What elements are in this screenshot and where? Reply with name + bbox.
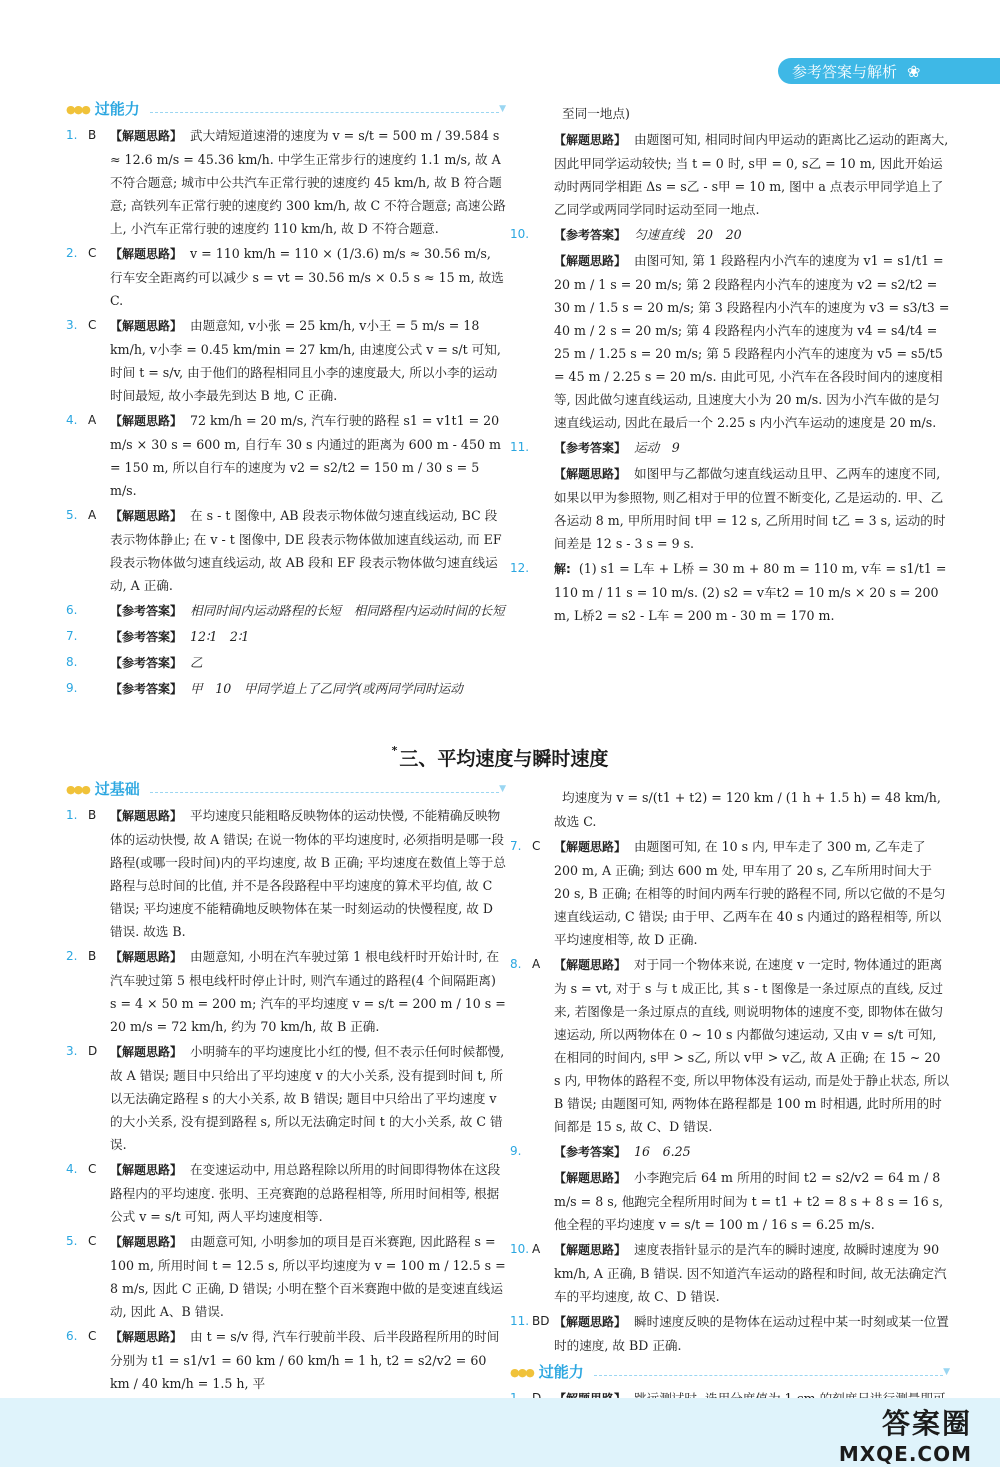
lower-left-item-list: [66, 804, 506, 1395]
item-tag: 解:: [554, 562, 571, 576]
item-tag: 【参考答案】: [554, 1145, 627, 1159]
item-number: 6.: [66, 1329, 78, 1343]
item-body: [110, 945, 506, 1038]
item-body: [554, 128, 950, 221]
item-tag: 【解题思路】: [110, 247, 183, 261]
section-title: 过能力: [538, 1362, 584, 1381]
section-rule: [594, 1375, 943, 1376]
item-body: [110, 599, 506, 623]
item-number: 8.: [66, 655, 78, 669]
answer-item: [66, 1158, 506, 1228]
item-tag: 【参考答案】: [554, 228, 627, 242]
item-number: 3.: [66, 1044, 78, 1058]
section-title: 过能力: [94, 99, 140, 118]
item-tag: 【解题思路】: [554, 1243, 627, 1257]
item-number: 1.: [66, 808, 78, 822]
item-choice: C: [88, 1162, 97, 1176]
item-body: [110, 677, 506, 701]
item-choice: C: [532, 839, 541, 853]
item-body: [110, 242, 506, 312]
item-tag: 【解题思路】: [554, 133, 627, 147]
item-tag: 【参考答案】: [110, 604, 183, 618]
item-text: 相同时间内运动路程的长短 相同路程内运动时间的长短: [190, 603, 505, 618]
lower-left-column: [66, 778, 506, 1397]
answer-key-tab-label: 参考答案与解析: [792, 62, 898, 81]
item-body: [110, 1158, 506, 1228]
item-choice: C: [88, 318, 97, 332]
answer-item: [66, 625, 506, 649]
answer-item: [66, 945, 506, 1038]
item-number: 8.: [510, 957, 522, 971]
item-tag: 【参考答案】: [110, 656, 183, 670]
answer-item: [510, 1140, 950, 1164]
item-text: 由题意知, 小明在汽车驶过第 1 根电线杆时开始计时, 在汽车驶过第 5 根电线杆时停止计时, 则汽车通过的路程(4 个间隔距离) s = 4 × 50 m = 200 m; 汽车的平均速度 v = s/t = 200 m / 10 s = 20 m/s = 72 km/h, 约为 70 km/h, 故 B 正确.: [110, 949, 506, 1034]
answer-item: [510, 1166, 950, 1236]
item-body: [110, 651, 506, 675]
item-text: 由题图可知, 在 10 s 内, 甲车走了 300 m, 乙车走了 200 m, A 正确; 到达 600 m 处, 甲车用了 20 s, 乙车所用时间大于 20 s, B 正确; 在相等的时间内两车行驶的路程不同, 所以它做的不是匀速直线运动, C 错误; 由于甲、乙两车在 40 s 内通过的路程相等, 所以平均速度相等, 故 D 正确.: [554, 839, 946, 947]
item-tag: 【解题思路】: [554, 467, 627, 481]
item-choice: D: [88, 1044, 98, 1058]
item-tag: 【解题思路】: [554, 254, 627, 268]
item-number: 4.: [66, 1162, 78, 1176]
item-tag: 【参考答案】: [110, 682, 183, 696]
item-number: 6.: [66, 603, 78, 617]
item-tag: 【解题思路】: [110, 809, 183, 823]
item-text: 72 km/h = 20 m/s, 汽车行驶的路程 s1 = v1t1 = 20 m/s × 30 s = 600 m, 自行车 30 s 内通过的距离为 600 m - 450 m = 150 m, 所以自行车的速度为 v2 = s2/t2 = 150 m / 30 s = 5 m/s.: [110, 413, 501, 498]
item-choice: B: [88, 128, 97, 142]
item-body: [554, 102, 950, 126]
answer-item: [510, 1310, 950, 1357]
item-tag: 【解题思路】: [110, 1045, 183, 1059]
lower-right-column: [510, 786, 950, 1436]
item-choice: A: [88, 413, 97, 427]
item-body: [554, 557, 950, 627]
item-choice: A: [532, 957, 541, 971]
item-choice: C: [88, 1329, 97, 1343]
item-tag: 【解题思路】: [110, 1330, 183, 1344]
answer-item: [510, 557, 950, 627]
answer-item: [66, 242, 506, 312]
answer-item: [510, 786, 950, 833]
section-dots-icon: ●●●: [510, 1365, 533, 1379]
answer-item: [510, 249, 950, 434]
item-text: 对于同一个物体来说, 在速度 v 一定时, 物体通过的距离为 s = vt, 对于 s 与 t 成正比, 其 s - t 图像是一条过原点的直线, 反过来, 若图像是一条过原点的直线, 则说明物体的速度不变, 即物体在做匀速运动, 所以两物体在 0 ~ 10 s 内都做匀速运动, 又由 v = s/t 可知, 在相同的时间内, s甲 > s乙, 所以 v甲 > v乙, 故 A 正确; 在 15 ~ 20 s 内, 甲物体的路程不变, 所以甲物体没有运动, 而是处于静止状态, 所以 B 错误; 由题图可知, 两物体在路程都是 100 m 时相遇, 此时所用的时间都是 15 s, 故 C、D 错误.: [554, 957, 950, 1134]
answer-item: [510, 953, 950, 1138]
answer-item: [66, 124, 506, 240]
item-text: 均速度为 v = s/(t1 + t2) = 120 km / (1 h + 1.5 h) = 48 km/h, 故选 C.: [554, 790, 941, 829]
item-text: 小明骑车的平均速度比小红的慢, 但不表示任何时候都慢, 故 A 错误; 题目中只给出了平均速度 v 的大小关系, 没有提到时间 t, 所以无法确定路程 s 的大小关系, 故 B 错误; 题目中只给出了平均速度 v 的大小关系, 没有提到路程 s, 所以无法确定时间 t 的大小关系, 故 C 错误.: [110, 1044, 505, 1152]
answer-item: [66, 1325, 506, 1395]
item-number: 12.: [510, 561, 530, 575]
item-tag: 【解题思路】: [110, 414, 183, 428]
item-tag: 【解题思路】: [110, 509, 183, 523]
item-body: [554, 462, 950, 555]
item-body: [110, 1230, 506, 1323]
item-number: 11.: [510, 1314, 530, 1328]
item-number: 7.: [510, 839, 522, 853]
item-tag: 【解题思路】: [110, 1163, 183, 1177]
item-text: 平均速度只能粗略反映物体的运动快慢, 不能精确反映物体的运动快慢, 故 A 错误; 在说一物体的平均速度时, 必须指明是哪一段路程(或哪一段时间)内的平均速度, 故 B 正确; 平均速度在数值上等于总路程与总时间的比值, 并不是各段路程中平均速度的算术平均值, 故 C 错误; 平均速度不能精确地反映物体在某一时刻运动的快慢程度, 故 D 错误. 故选 B.: [110, 808, 506, 939]
section-rule-end-icon: ▼: [499, 783, 506, 794]
item-body: [554, 835, 950, 951]
item-text: 武大靖短道速滑的速度为 v = s/t = 500 m / 39.584 s ≈ 12.6 m/s = 45.36 km/h. 中学生正常步行的速度约 1.1 m/s, 故 A 不符合题意; 城市中公共汽车正常行驶的速度约 45 km/h, 故 B 符合题意; 高铁列车正常行驶的速度约 300 km/h, 故 C 不符合题意; 高速公路上, 小汽车正常行驶的速度约 110 km/h, 故 D 不符合题意.: [110, 128, 506, 236]
item-tag: 【解题思路】: [554, 958, 627, 972]
item-number: 1.: [66, 128, 78, 142]
item-choice: A: [88, 508, 97, 522]
item-body: [554, 1140, 950, 1164]
section-rule: [150, 792, 499, 793]
item-body: [554, 786, 950, 833]
item-number: 11.: [510, 440, 530, 454]
upper-left-section-header: [66, 98, 506, 120]
item-tag: 【参考答案】: [110, 630, 183, 644]
item-choice: A: [532, 1242, 541, 1256]
item-body: [110, 314, 506, 407]
item-tag: 【解题思路】: [554, 1315, 627, 1329]
item-number: 10.: [510, 1242, 530, 1256]
item-choice: B: [88, 808, 97, 822]
star-mark: *: [391, 744, 398, 757]
section-rule-end-icon: ▼: [499, 103, 506, 114]
item-body: [554, 1310, 950, 1357]
answer-item: [66, 1230, 506, 1323]
item-body: [110, 504, 506, 597]
item-number: 5.: [66, 508, 78, 522]
item-text: v = 110 km/h = 110 × (1/3.6) m/s ≈ 30.56 m/s, 行车安全距离约可以减少 s = vt = 30.56 m/s × 0.5 s ≈ 15 m, 故选 C.: [110, 246, 504, 308]
answer-item: [510, 1238, 950, 1308]
item-text: 在变速运动中, 用总路程除以所用的时间即得物体在这段路程内的平均速度. 张明、王亮赛跑的总路程相等, 所用时间相等, 根据公式 v = s/t 可知, 两人平均速度相等.: [110, 1162, 501, 1224]
section-dots-icon: ●●●: [66, 102, 89, 116]
item-body: [110, 409, 506, 502]
item-text: 甲 10 甲同学追上了乙同学(或两同学同时运动: [190, 681, 463, 696]
item-tag: 【解题思路】: [554, 1171, 627, 1185]
item-text: (1) s1 = L车 + L桥 = 30 m + 80 m = 110 m, v车 = s1/t1 = 110 m / 11 s = 10 m/s. (2) s2 = v车t2 = 10 m/s × 20 s = 200 m, L桥2 = s2 - L车 = 200 m - 30 m = 170 m.: [554, 561, 947, 623]
watermark-line-1: 答案圈: [881, 1407, 972, 1440]
item-text: 12∶1 2∶1: [190, 629, 250, 644]
item-number: 10.: [510, 227, 530, 241]
item-body: [110, 625, 506, 649]
item-body: [554, 436, 950, 460]
answer-item: [66, 409, 506, 502]
section-title: 过基础: [94, 779, 140, 798]
item-number: 2.: [66, 949, 78, 963]
answer-item: [510, 223, 950, 247]
answer-item: [66, 504, 506, 597]
lower-right-item-list: [510, 786, 950, 1357]
lower-right-section-header: [510, 1361, 950, 1383]
item-text: 由 t = s/v 得, 汽车行驶前半段、后半段路程所用的时间分别为 t1 = s1/v1 = 60 km / 60 km/h = 1 h, t2 = s2/v2 = 60 km / 40 km/h = 1.5 h, 平: [110, 1329, 500, 1391]
section-title-bar: [0, 744, 1000, 771]
item-number: 9.: [66, 681, 78, 695]
item-tag: 【解题思路】: [554, 840, 627, 854]
answer-item: [66, 314, 506, 407]
upper-left-item-list: [66, 124, 506, 701]
item-choice: C: [88, 1234, 97, 1248]
item-body: [110, 1325, 506, 1395]
item-text: 速度表指针显示的是汽车的瞬时速度, 故瞬时速度为 90 km/h, A 正确, B 错误. 因不知道汽车运动的路程和时间, 故无法确定汽车的平均速度, 故 C、D 错误.: [554, 1242, 947, 1304]
item-text: 在 s - t 图像中, AB 段表示物体做匀速直线运动, BC 段表示物体静止; 在 v - t 图像中, DE 段表示物体做加速直线运动, 而 EF 段表示物体做匀速直线运动, 故 AB 段和 EF 段表示物体做匀速直线运动, A 正确.: [110, 508, 502, 593]
item-text: 由题意知, v小张 = 25 km/h, v小王 = 5 m/s = 18 km/h, v小李 = 0.45 km/min = 27 km/h, 由速度公式 v = s/t 可知, 时间 t = s/v, 由于他们的路程相同且小李的速度最大, 所以小李的运动时间最短, 故小李最先到达 B 地, C 正确.: [110, 318, 501, 403]
answer-item: [510, 128, 950, 221]
item-body: [554, 223, 950, 247]
item-body: [110, 804, 506, 943]
section-main-title: 三、平均速度与瞬时速度: [399, 748, 609, 770]
section-rule: [150, 112, 499, 113]
lower-left-section-header: [66, 778, 506, 800]
answer-item: [510, 102, 950, 126]
answer-item: [66, 677, 506, 701]
item-number: 2.: [66, 246, 78, 260]
item-body: [554, 1166, 950, 1236]
item-number: 3.: [66, 318, 78, 332]
item-number: 4.: [66, 413, 78, 427]
item-body: [554, 953, 950, 1138]
answer-item: [66, 651, 506, 675]
answer-item: [510, 436, 950, 460]
upper-right-column: [510, 102, 950, 629]
answer-item: [66, 1040, 506, 1156]
answer-item: [510, 835, 950, 951]
item-tag: 【参考答案】: [554, 441, 627, 455]
answer-key-tab: [778, 58, 1000, 84]
item-tag: 【解题思路】: [110, 129, 183, 143]
upper-right-item-list: [510, 102, 950, 627]
section-dots-icon: ●●●: [66, 782, 89, 796]
answer-item: [66, 804, 506, 943]
upper-left-column: [66, 98, 506, 703]
item-number: 9.: [510, 1144, 522, 1158]
item-number: 7.: [66, 629, 78, 643]
item-choice: C: [88, 246, 97, 260]
item-text: 如图甲与乙都做匀速直线运动且甲、乙两车的速度不同, 如果以甲为参照物, 则乙相对于甲的位置不断变化, 乙是运动的. 甲、乙各运动 8 m, 甲所用时间 t甲 = 12 s, 乙所用时间 t乙 = 3 s, 运动的时间差是 12 s - 3 s = 9 s.: [554, 466, 946, 551]
item-text: 小李跑完后 64 m 所用的时间 t2 = s2/v2 = 64 m / 8 m/s = 8 s, 他跑完全程所用时间为 t = t1 + t2 = 8 s + 8 s = 16 s, 他全程的平均速度 v = s/t = 100 m / 16 s = 6.25 m/s.: [554, 1170, 944, 1232]
item-tag: 【解题思路】: [110, 950, 183, 964]
answer-item: [510, 462, 950, 555]
item-text: 16 6.25: [634, 1144, 691, 1159]
item-number: 5.: [66, 1234, 78, 1248]
item-tag: 【解题思路】: [110, 319, 183, 333]
item-text: 匀速直线 20 20: [634, 227, 742, 242]
item-text: 瞬时速度反映的是物体在运动过程中某一时刻或某一位置时的速度, 故 BD 正确.: [554, 1314, 949, 1353]
item-text: 由题意可知, 小明参加的项目是百米赛跑, 因此路程 s = 100 m, 所用时间 t = 12.5 s, 所以平均速度为 v = 100 m / 12.5 s = 8 m/s, 因此 C 正确, D 错误; 小明在整个百米赛跑中做的是变速直线运动, 因此 A、B 错误.: [110, 1234, 506, 1319]
item-text: 乙: [190, 655, 203, 670]
item-text: 由题图可知, 相同时间内甲运动的距离比乙运动的距离大, 因此甲同学运动较快; 当 t = 0 时, s甲 = 0, s乙 = 10 m, 因此开始运动时两同学相距 Δs = s乙 - s甲 = 10 m, 图中 a 点表示甲同学追上了乙同学或两同学同时运动至同一地点.: [554, 132, 949, 217]
item-tag: 【解题思路】: [110, 1235, 183, 1249]
answer-item: [66, 599, 506, 623]
item-text: 运动 9: [634, 440, 680, 455]
swirl-icon: ❀: [907, 61, 921, 81]
watermark: [839, 1402, 972, 1466]
item-body: [554, 249, 950, 434]
item-text: 至同一地点): [562, 106, 630, 121]
section-rule-end-icon: ▼: [943, 1366, 950, 1377]
item-text: 由图可知, 第 1 段路程内小汽车的速度为 v1 = s1/t1 = 20 m / 1 s = 20 m/s; 第 2 段路程内小汽车的速度为 v2 = s2/t2 = 30 m / 1.5 s = 20 m/s; 第 3 段路程内小汽车的速度为 v3 = s3/t3 = 40 m / 2 s = 20 m/s; 第 4 段路程内小汽车的速度为 v4 = s4/t4 = 25 m / 1.25 s = 20 m/s; 第 5 段路程内小汽车的速度为 v5 = s5/t5 = 45 m / 2.25 s = 20 m/s. 由此可见, 小汽车在各段时间内的速度相等, 因此做匀速直线运动, 且速度大小为 20 m/s. 因为小汽车做的是匀速直线运动, 因此在最后一个 2.25 s 内小汽车运动的速度是 20 m/s.: [554, 253, 950, 430]
item-body: [110, 1040, 506, 1156]
item-choice: BD: [532, 1314, 550, 1328]
item-body: [110, 124, 506, 240]
watermark-line-2: MXQE.COM: [838, 1442, 972, 1466]
item-choice: B: [88, 949, 97, 963]
item-body: [554, 1238, 950, 1308]
